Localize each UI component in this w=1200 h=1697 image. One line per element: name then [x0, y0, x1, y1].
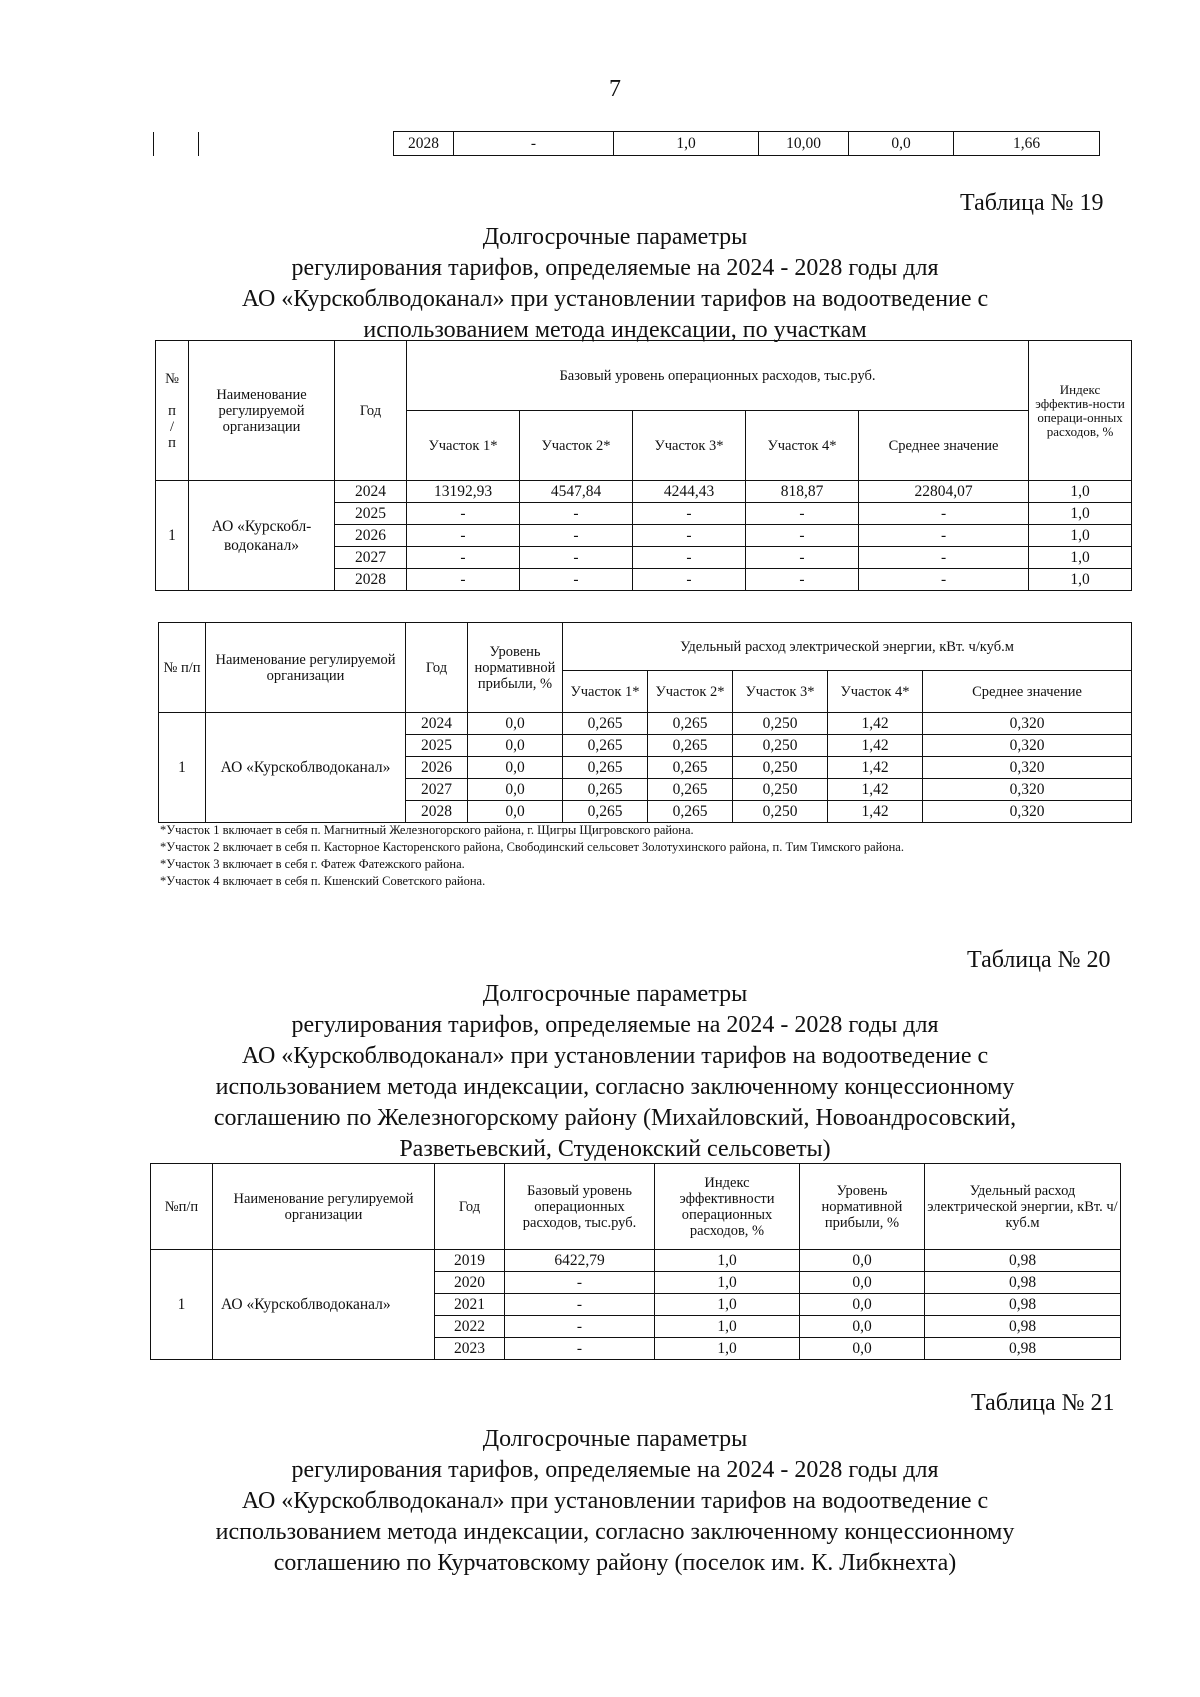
cell-year: 2024: [406, 713, 468, 735]
cell: 0,250: [733, 757, 828, 779]
cell-year: 2025: [335, 503, 407, 525]
header-num: № п/п: [159, 623, 206, 713]
header-profit: Уровень нормативной прибыли, %: [468, 623, 563, 713]
header-energy-group: Удельный расход электрической энергии, кВт. ч/куб.м: [563, 623, 1132, 671]
cell-year: 2022: [435, 1316, 505, 1338]
cell: -: [746, 503, 859, 525]
cell: 1,0: [655, 1294, 800, 1316]
cell: -: [407, 569, 520, 591]
cell: 0,0: [468, 713, 563, 735]
header-site: Участок 3*: [633, 411, 746, 481]
cell: -: [505, 1316, 655, 1338]
cell-year: 2025: [406, 735, 468, 757]
header-site: Участок 1*: [407, 411, 520, 481]
title-line: Долгосрочные параметры: [482, 1426, 748, 1452]
title-line: Долгосрочные параметры: [482, 224, 748, 250]
page-number: 7: [609, 76, 621, 102]
cell: 1,42: [828, 801, 923, 823]
cell: 0,250: [733, 735, 828, 757]
cell-year: 2027: [406, 779, 468, 801]
cell: 0,320: [923, 779, 1132, 801]
cell: 0,265: [563, 801, 648, 823]
header-site: Участок 4*: [828, 671, 923, 713]
cell-year: 2024: [335, 481, 407, 503]
carryover-cell: 1,0: [614, 132, 759, 156]
carryover-cell: 10,00: [759, 132, 849, 156]
cell: 818,87: [746, 481, 859, 503]
header-eff: Индекс эффективности операционных расходов, %: [655, 1164, 800, 1250]
cell: 0,0: [468, 779, 563, 801]
cell: 0,250: [733, 801, 828, 823]
cell: 0,265: [563, 779, 648, 801]
cell: -: [505, 1294, 655, 1316]
row-num: 1: [151, 1250, 213, 1360]
cell: 13192,93: [407, 481, 520, 503]
table20-label: Таблица № 20: [967, 947, 1111, 973]
title-line: регулирования тарифов, определяемые на 2024 - 2028 годы для: [291, 1012, 939, 1038]
cell-year: 2019: [435, 1250, 505, 1272]
carryover-num-cell: [154, 132, 199, 156]
title-line: Разветьевский, Студенокский сельсоветы): [399, 1136, 831, 1162]
table19-label: Таблица № 19: [960, 190, 1104, 216]
cell: 4244,43: [633, 481, 746, 503]
cell: -: [859, 503, 1029, 525]
title-line: использованием метода индексации, согласно заключенному концессионному: [215, 1074, 1015, 1100]
cell: 0,320: [923, 801, 1132, 823]
cell: 0,0: [468, 735, 563, 757]
header-site: Участок 2*: [520, 411, 633, 481]
cell: 0,265: [648, 779, 733, 801]
title-line: соглашению по Железногорскому району (Михайловский, Новоандросовский,: [213, 1105, 1017, 1131]
cell: 1,0: [655, 1272, 800, 1294]
cell: 1,0: [1029, 481, 1132, 503]
cell-year: 2026: [335, 525, 407, 547]
cell: 1,42: [828, 757, 923, 779]
header-avg: Среднее значение: [859, 411, 1029, 481]
carryover-year: 2028: [394, 132, 454, 156]
cell: 0,265: [563, 713, 648, 735]
table19: [155, 340, 1132, 591]
table19-title: [150, 222, 1080, 346]
cell: 1,0: [1029, 547, 1132, 569]
cell: 1,0: [1029, 569, 1132, 591]
header-org: Наименование регулируемой организации: [189, 341, 335, 481]
cell-year: 2026: [406, 757, 468, 779]
title-line: АО «Курскоблводоканал» при установлении тарифов на водоотведение с: [241, 1488, 989, 1514]
cell: 1,42: [828, 735, 923, 757]
table21-label: Таблица № 21: [971, 1390, 1115, 1416]
cell: -: [633, 525, 746, 547]
footnote: *Участок 1 включает в себя п. Магнитный Железногорского района, г. Щигры Щигровского района.: [160, 823, 694, 837]
carryover-cell: 0,0: [849, 132, 954, 156]
row-num: 1: [159, 713, 206, 823]
cell: 0,265: [563, 757, 648, 779]
cell: -: [520, 569, 633, 591]
cell-year: 2021: [435, 1294, 505, 1316]
cell-year: 2028: [335, 569, 407, 591]
carryover-cell: 1,66: [954, 132, 1100, 156]
cell: 1,42: [828, 779, 923, 801]
header-base: Базовый уровень операционных расходов, тыс.руб.: [505, 1164, 655, 1250]
cell: 0,0: [800, 1250, 925, 1272]
cell: 1,42: [828, 713, 923, 735]
cell: -: [520, 525, 633, 547]
org-name: АО «Курскобл-водоканал»: [189, 481, 335, 591]
cell: -: [407, 503, 520, 525]
cell: -: [520, 547, 633, 569]
header-site: Участок 1*: [563, 671, 648, 713]
cell: -: [859, 525, 1029, 547]
cell: 0,98: [925, 1316, 1121, 1338]
org-name: АО «Курскоблводоканал»: [206, 713, 406, 823]
cell-year: 2023: [435, 1338, 505, 1360]
footnote: *Участок 2 включает в себя п. Касторное Касторенского района, Свободинский сельсовет Золотухинского района, п. Тим Тимского района.: [160, 840, 904, 854]
cell: 1,0: [655, 1338, 800, 1360]
carryover-table: [153, 131, 1100, 156]
cell: 6422,79: [505, 1250, 655, 1272]
cell: 0,265: [648, 713, 733, 735]
header-year: Год: [335, 341, 407, 481]
table-row: [151, 1250, 1121, 1272]
cell: 0,0: [468, 801, 563, 823]
cell-year: 2028: [406, 801, 468, 823]
header-site: Участок 4*: [746, 411, 859, 481]
cell: -: [407, 547, 520, 569]
header-eff: Индекс эффектив-ности операци-онных расходов, %: [1029, 341, 1132, 481]
header-profit: Уровень нормативной прибыли, %: [800, 1164, 925, 1250]
footnotes: [160, 822, 1120, 890]
footnote: *Участок 3 включает в себя г. Фатеж Фатежского района.: [160, 857, 465, 871]
header-site: Участок 3*: [733, 671, 828, 713]
cell: 22804,07: [859, 481, 1029, 503]
cell: 0,265: [648, 735, 733, 757]
cell: 0,98: [925, 1294, 1121, 1316]
cell: -: [520, 503, 633, 525]
header-energy: Удельный расход электрической энергии, кВт. ч/куб.м: [925, 1164, 1121, 1250]
cell: 1,0: [1029, 503, 1132, 525]
cell: 0,265: [648, 757, 733, 779]
cell: 0,98: [925, 1272, 1121, 1294]
title-line: соглашению по Курчатовскому району (поселок им. К. Либкнехта): [273, 1550, 957, 1576]
cell: -: [746, 569, 859, 591]
header-num: №п/п: [151, 1164, 213, 1250]
cell: -: [505, 1338, 655, 1360]
table-row: [159, 713, 1132, 735]
table-row: [156, 481, 1132, 503]
table20: [150, 1163, 1121, 1360]
header-site: Участок 2*: [648, 671, 733, 713]
cell: -: [505, 1272, 655, 1294]
table19-energy: [158, 622, 1132, 823]
cell: 0,0: [800, 1294, 925, 1316]
cell: 4547,84: [520, 481, 633, 503]
row-num: 1: [156, 481, 189, 591]
table20-title: [150, 979, 1080, 1165]
title-line: Долгосрочные параметры: [482, 981, 748, 1007]
carryover-cell: -: [454, 132, 614, 156]
header-base-group: Базовый уровень операционных расходов, тыс.руб.: [407, 341, 1029, 411]
title-line: регулирования тарифов, определяемые на 2024 - 2028 годы для: [291, 255, 939, 281]
cell: 0,0: [468, 757, 563, 779]
cell: 0,250: [733, 779, 828, 801]
cell: 0,98: [925, 1338, 1121, 1360]
cell: -: [859, 547, 1029, 569]
cell: 0,320: [923, 713, 1132, 735]
title-line: регулирования тарифов, определяемые на 2024 - 2028 годы для: [291, 1457, 939, 1483]
cell: 1,0: [655, 1316, 800, 1338]
cell: 1,0: [1029, 525, 1132, 547]
table21-title: [150, 1424, 1080, 1579]
cell: 0,0: [800, 1316, 925, 1338]
cell: 0,320: [923, 757, 1132, 779]
cell: -: [746, 547, 859, 569]
carryover-org-cell: [199, 132, 394, 156]
header-org: Наименование регулируемой организации: [213, 1164, 435, 1250]
cell: -: [633, 503, 746, 525]
org-name: АО «Курскоблводоканал»: [213, 1250, 435, 1360]
cell: -: [859, 569, 1029, 591]
title-line: использованием метода индексации, согласно заключенному концессионному: [215, 1519, 1015, 1545]
cell: 0,0: [800, 1272, 925, 1294]
header-avg: Среднее значение: [923, 671, 1132, 713]
title-line: АО «Курскоблводоканал» при установлении тарифов на водоотведение с: [241, 1043, 989, 1069]
cell: 0,265: [563, 735, 648, 757]
title-line: использованием метода индексации, по участкам: [363, 317, 867, 343]
cell-year: 2027: [335, 547, 407, 569]
header-num: № п / п: [156, 341, 189, 481]
cell: -: [633, 547, 746, 569]
cell: 1,0: [655, 1250, 800, 1272]
cell: 0,320: [923, 735, 1132, 757]
header-org: Наименование регулируемой организации: [206, 623, 406, 713]
header-year: Год: [435, 1164, 505, 1250]
cell: -: [407, 525, 520, 547]
footnote: *Участок 4 включает в себя п. Кшенский Советского района.: [160, 874, 486, 888]
cell: 0,250: [733, 713, 828, 735]
header-year: Год: [406, 623, 468, 713]
cell: 0,98: [925, 1250, 1121, 1272]
cell: -: [633, 569, 746, 591]
cell: 0,0: [800, 1338, 925, 1360]
title-line: АО «Курскоблводоканал» при установлении тарифов на водоотведение с: [241, 286, 989, 312]
cell: 0,265: [648, 801, 733, 823]
cell: -: [746, 525, 859, 547]
cell-year: 2020: [435, 1272, 505, 1294]
